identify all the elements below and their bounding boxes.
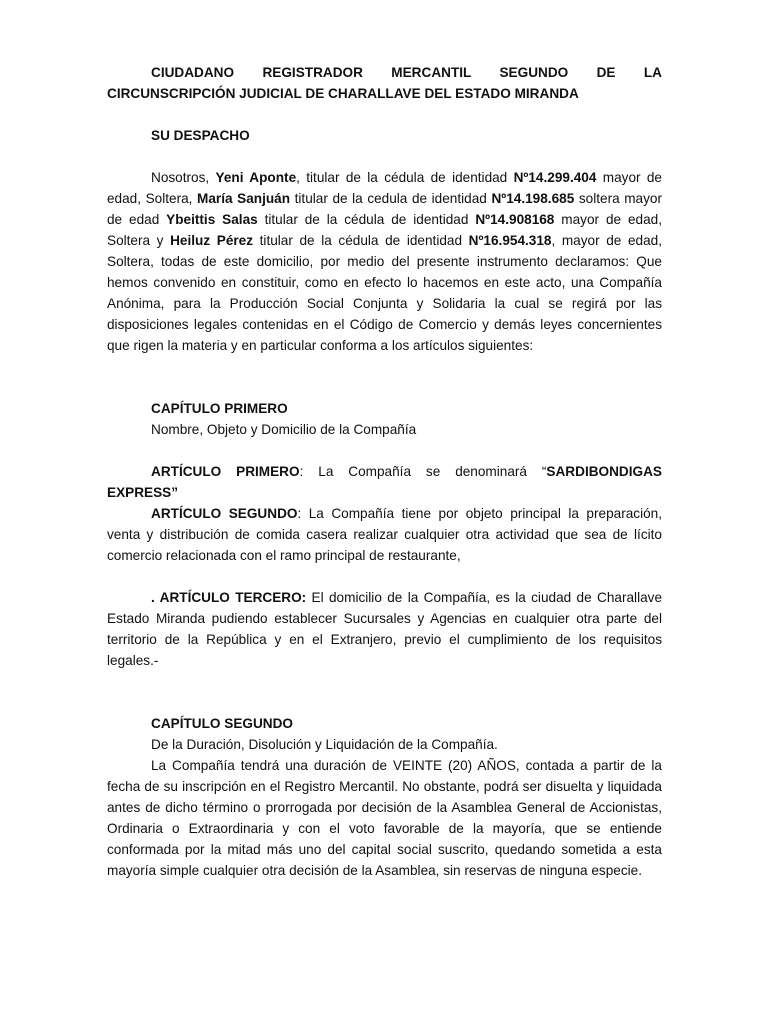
article-1: ARTÍCULO PRIMERO: La Compañía se denominará “SARDIBONDIGAS EXPRESS”: [107, 464, 662, 500]
article-3-label: . ARTÍCULO TERCERO:: [151, 590, 307, 605]
intro-paragraph: Nosotros, Yeni Aponte, titular de la cédula de identidad Nº14.299.404 mayor de edad, Soltera, María Sanjuán titular de la cedula de identidad Nº14.198.685 soltera mayor de edad Ybeittis Salas titular de la cédula de identidad Nº14.908168 mayor de edad, Soltera y Heiluz Pérez titular de la cédula de identidad Nº16.954.318, mayor de edad, Soltera, todas de este domicilio, por medio del presente instrumento declaramos: Que hemos convenido en constituir, como en efecto lo hacemos en este acto, una Compañía Anónima, para la Producción Social Conjunta y Solidaria la cual se regirá por las disposiciones legales contenidas en el Código de Comercio y demás leyes concernientes que rigen la materia y en particular conforma a los artículos siguientes:: [107, 170, 663, 353]
article-2: ARTÍCULO SEGUNDO: La Compañía tiene por objeto principal la preparación, venta y distribución de comida casera realizar cualquier otra actividad que sea de lícito comercio relacionada con el ramo principal de restaurante,: [107, 506, 662, 563]
person-name-3: Ybeittis Salas: [166, 212, 258, 227]
addressee-line-2: CIRCUNSCRIPCIÓN JUDICIAL DE CHARALLAVE DEL ESTADO MIRANDA: [107, 86, 579, 101]
document-page: [107, 62, 662, 881]
id-number-2: Nº14.198.685: [491, 191, 575, 206]
person-name-2: María Sanjuán: [197, 191, 291, 206]
person-name-1: Yeni Aponte: [215, 170, 297, 185]
chapter-2-title: CAPÍTULO SEGUNDO: [151, 716, 293, 731]
addressee-line-1: CIUDADANO REGISTRADOR MERCANTIL SEGUNDO DE LA: [151, 65, 662, 80]
chapter-2-subtitle: De la Duración, Disolución y Liquidación de la Compañía.: [151, 737, 498, 752]
id-number-4: Nº16.954.318: [468, 233, 552, 248]
chapter-1-subtitle: Nombre, Objeto y Domicilio de la Compañía: [151, 422, 417, 437]
chapter-1-title: CAPÍTULO PRIMERO: [151, 401, 288, 416]
id-number-1: Nº14.299.404: [513, 170, 597, 185]
company-name: SARDIBONDIGAS EXPRESS”: [107, 464, 662, 500]
person-name-4: Heiluz Pérez: [170, 233, 254, 248]
id-number-3: Nº14.908168: [475, 212, 555, 227]
salutation: SU DESPACHO: [151, 128, 250, 143]
chapter-2-paragraph: La Compañía tendrá una duración de VEINTE (20) AÑOS, contada a partir de la fecha de su inscripción en el Registro Mercantil. No obstante, podrá ser disuelta y liquidada antes de dicho término o prorrogada por decisión de la Asamblea General de Accionistas, Ordinaria o Extraordinaria y con el voto favorable de la mayoría, que se entiende conformada por la mitad más uno del capital social suscrito, quedando sometida a esta mayoría simple cualquier otra decisión de la Asamblea, sin reservas de ninguna especie.: [107, 758, 662, 878]
article-3: . ARTÍCULO TERCERO: El domicilio de la Compañía, es la ciudad de Charallave Estado Miranda pudiendo establecer Sucursales y Agencias en cualquier otra parte del territorio de la República y en el Extranjero, previo el cumplimiento de los requisitos legales.-: [107, 590, 663, 668]
article-2-label: ARTÍCULO SEGUNDO: [151, 506, 298, 521]
article-1-label: ARTÍCULO PRIMERO: [151, 464, 300, 479]
